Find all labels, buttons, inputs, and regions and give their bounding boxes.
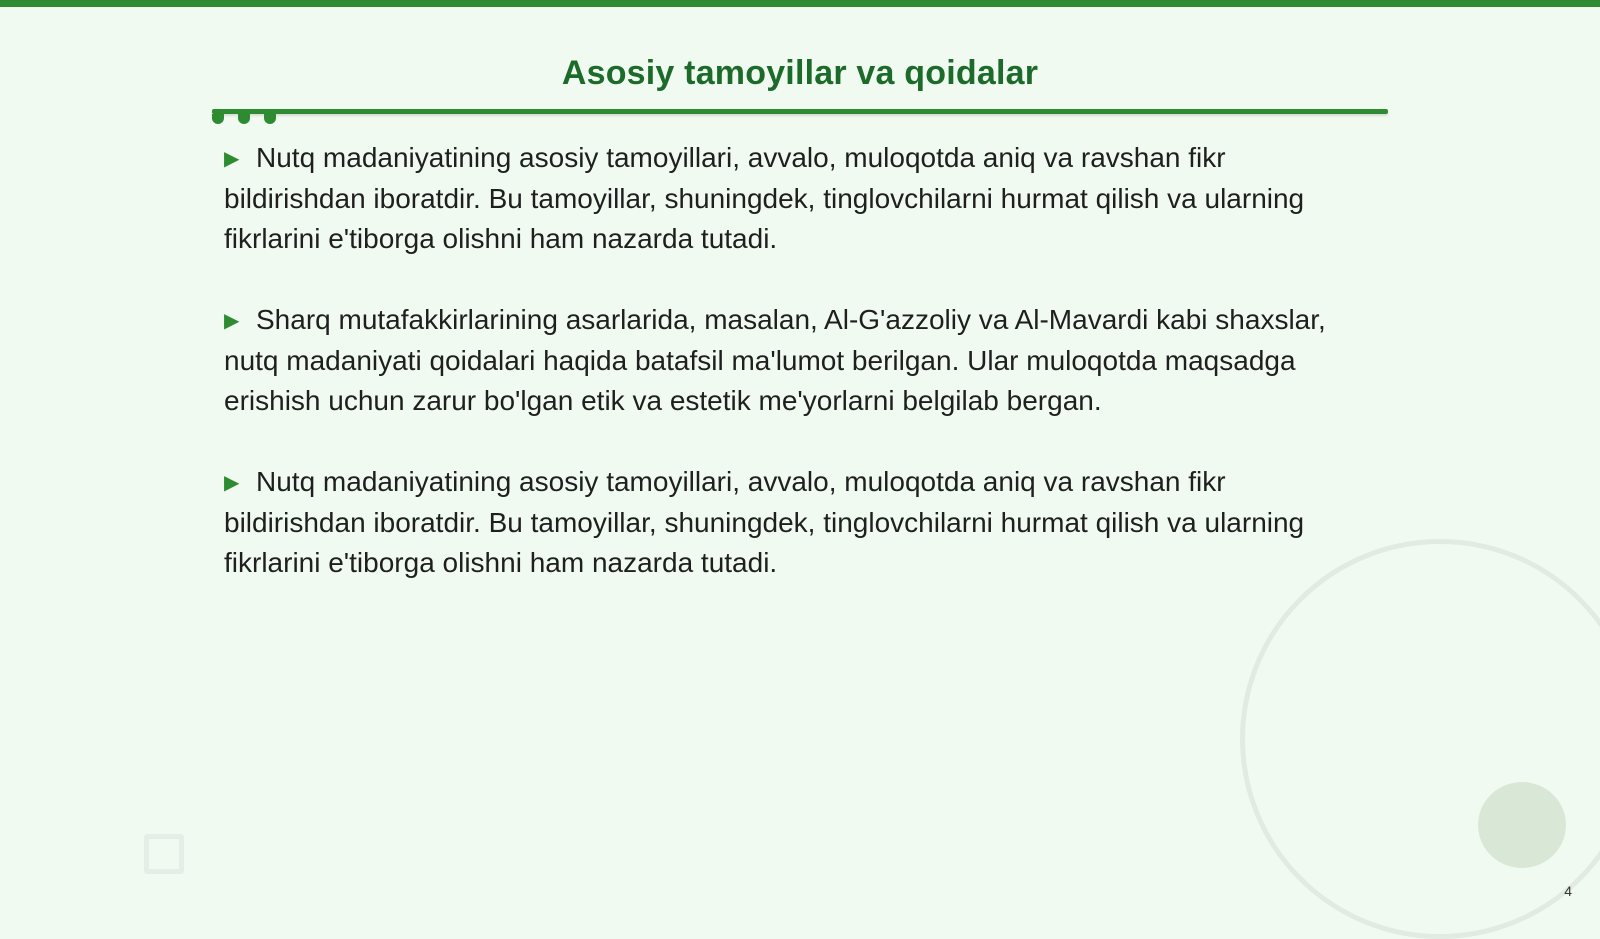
page-number: 4 [1564, 883, 1572, 899]
decorative-disc [1478, 782, 1566, 868]
underline-dot-3 [264, 114, 276, 124]
triangle-bullet-icon: ▶ [224, 472, 240, 494]
bullet-text: Nutq madaniyatining asosiy tamoyillari, avvalo, muloqotda aniq va ravshan fikr bildirishdan iboratdir. Bu tamoyillar, shuningdek, tinglovchilarni hurmat qilish va ularning fikrlarini e'tiborga olishni ham nazarda tutadi. [224, 466, 1305, 578]
underline-dot-2 [238, 114, 250, 124]
underline-dot-1 [212, 114, 224, 124]
title-underline [212, 109, 1388, 114]
bullet-item [224, 462, 1334, 583]
bullet-item [224, 300, 1334, 421]
bullet-item [224, 138, 1334, 259]
triangle-bullet-icon: ▶ [224, 148, 240, 170]
bullet-list [224, 138, 1334, 624]
slide-title: Asosiy tamoyillar va qoidalar [561, 54, 1039, 92]
bullet-text: Sharq mutafakkirlarining asarlarida, masalan, Al-G'azzoliy va Al-Mavardi kabi shaxslar, nutq madaniyati qoidalari haqida batafsil ma'lumot berilgan. Ular muloqotda maqsadga erishish uchun zarur bo'lgan etik va estetik me'yorlarni belgilab bergan. [224, 304, 1326, 416]
triangle-bullet-icon: ▶ [224, 310, 240, 332]
bullet-text: Nutq madaniyatining asosiy tamoyillari, avvalo, muloqotda aniq va ravshan fikr bildirishdan iboratdir. Bu tamoyillar, shuningdek, tinglovchilarni hurmat qilish va ularning fikrlarini e'tiborga olishni ham nazarda tutadi. [224, 142, 1305, 254]
top-accent-bar [0, 0, 1600, 7]
decorative-square [144, 834, 184, 874]
